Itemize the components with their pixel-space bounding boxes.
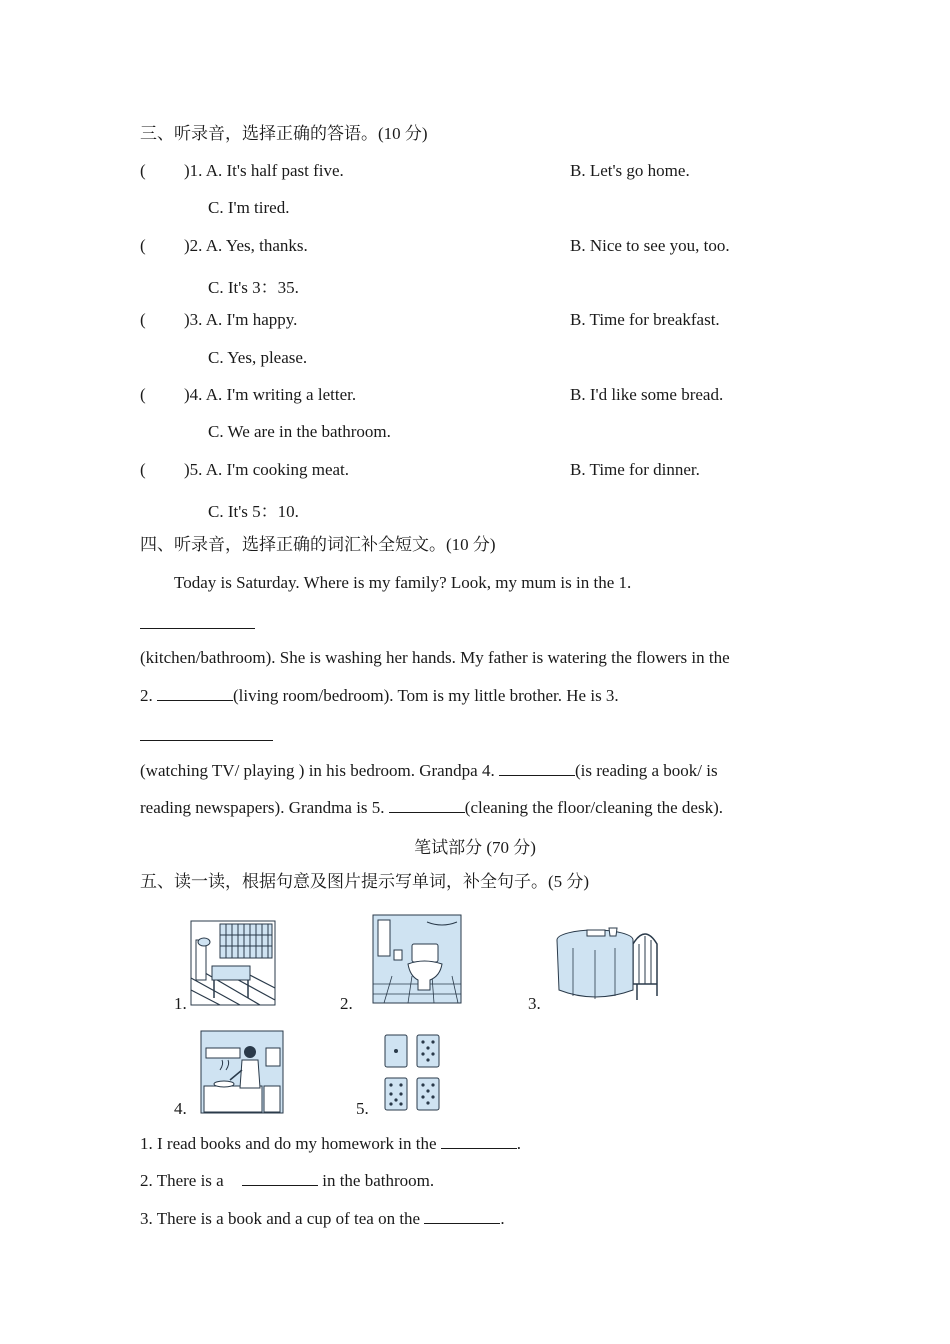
section3-heading: 三、听录音，选择正确的答语。(10 分) <box>140 124 428 143</box>
passage-line-4 <box>140 759 718 782</box>
sentence-3-blank[interactable] <box>424 1207 500 1224</box>
sentence-1-blank[interactable] <box>441 1132 517 1149</box>
answer-paren: ( <box>140 161 146 180</box>
answer-paren: ( <box>140 385 146 404</box>
passage-line-4-start: (watching TV/ playing ) in his bedroom. Grandpa 4. <box>140 761 499 780</box>
passage-line-3-start: 2. <box>140 686 157 705</box>
picture-label-5: 5. <box>356 1099 369 1118</box>
answer-paren: ( <box>140 236 146 255</box>
question-4-option-c: C. We are in the bathroom. <box>208 422 391 441</box>
toilet-picture <box>372 914 462 1004</box>
sentence-2-start: 2. There is a <box>140 1171 228 1190</box>
passage-line-5 <box>140 796 723 819</box>
question-2-option-b: B. Nice to see you, too. <box>570 236 730 255</box>
passage-line-3 <box>140 684 619 707</box>
sentence-3 <box>140 1207 505 1230</box>
question-2 <box>140 236 308 256</box>
section4-heading: 四、听录音，选择正确的词汇补全短文。(10 分) <box>140 535 496 554</box>
question-1-option-c: C. I'm tired. <box>208 198 290 217</box>
question-2-option-c: C. It's 3：35. <box>208 278 299 297</box>
kitchen-picture <box>200 1030 284 1114</box>
passage-line-5-start: reading newspapers). Grandma is 5. <box>140 798 389 817</box>
passage-line-5-end: (cleaning the floor/cleaning the desk). <box>464 798 724 817</box>
table-picture <box>553 914 661 1006</box>
section5-heading: 五、读一读，根据句意及图片提示写单词，补全句子。(5 分) <box>140 872 590 891</box>
answer-paren: ( <box>140 460 146 479</box>
playing-cards-picture <box>384 1034 442 1114</box>
question-3-option-c: C. Yes, please. <box>208 348 308 367</box>
passage-line-3-end: (living room/bedroom). Tom is my little brother. He is 3. <box>233 686 619 705</box>
question-1 <box>140 161 344 181</box>
question-5-option-c: C. It's 5：10. <box>208 502 299 521</box>
sentence-3-end: . <box>500 1209 505 1228</box>
picture-label-1: 1. <box>174 994 187 1013</box>
sentence-1 <box>140 1132 521 1155</box>
picture-label-4: 4. <box>174 1099 187 1118</box>
study-room-picture <box>190 920 276 1006</box>
question-4-option-a: )4. A. I'm writing a letter. <box>184 385 357 404</box>
picture-label-2: 2. <box>340 994 353 1013</box>
question-4-option-b: B. I'd like some bread. <box>570 385 724 404</box>
blank-2[interactable] <box>157 684 233 701</box>
question-1-option-b: B. Let's go home. <box>570 161 690 180</box>
question-4 <box>140 385 356 405</box>
question-2-option-a: )2. A. Yes, thanks. <box>184 236 308 255</box>
picture-label-3: 3. <box>528 994 541 1013</box>
passage-line-4-end: (is reading a book/ is <box>574 761 718 780</box>
answer-paren: ( <box>140 310 146 329</box>
question-1-option-a: )1. A. It's half past five. <box>184 161 344 180</box>
question-5 <box>140 460 349 480</box>
question-3-option-a: )3. A. I'm happy. <box>184 310 298 329</box>
sentence-1-end: . <box>516 1134 521 1153</box>
sentence-1-start: 1. I read books and do my homework in the <box>140 1134 441 1153</box>
passage-line-2: (kitchen/bathroom). She is washing her hands. My father is watering the flowers in the <box>140 648 730 667</box>
sentence-2 <box>140 1169 434 1192</box>
blank-3[interactable] <box>140 740 273 741</box>
question-3-option-b: B. Time for breakfast. <box>570 310 720 329</box>
sentence-2-blank[interactable] <box>242 1169 318 1186</box>
blank-4[interactable] <box>499 759 575 776</box>
sentence-2-end: in the bathroom. <box>317 1171 435 1190</box>
passage-line-1: Today is Saturday. Where is my family? Look, my mum is in the 1. <box>174 573 632 592</box>
sentence-3-start: 3. There is a book and a cup of tea on the <box>140 1209 425 1228</box>
question-3 <box>140 310 297 330</box>
blank-5[interactable] <box>389 796 465 813</box>
question-5-option-b: B. Time for dinner. <box>570 460 700 479</box>
blank-1[interactable] <box>140 628 255 629</box>
written-part-title: 笔试部分 (70 分) <box>414 838 536 857</box>
question-5-option-a: )5. A. I'm cooking meat. <box>184 460 350 479</box>
